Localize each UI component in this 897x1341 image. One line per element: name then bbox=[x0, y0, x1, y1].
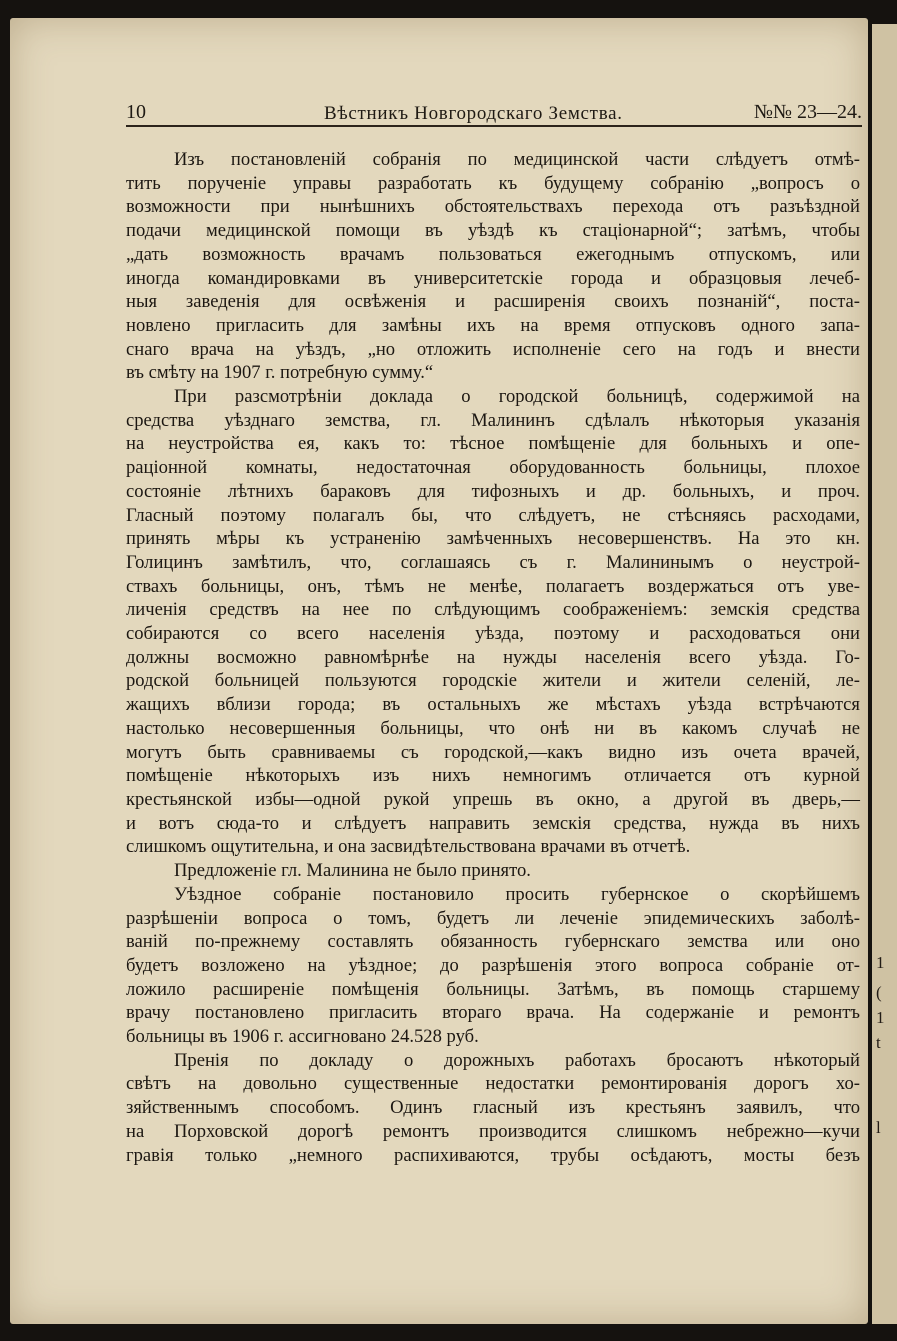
paragraph bbox=[126, 1049, 860, 1168]
text-line: Голицинъ замѣтилъ, что, соглашаясь съ г. Малининымъ о неустрой- bbox=[126, 551, 860, 573]
header-rule bbox=[126, 125, 862, 127]
text-line: могутъ быть сравниваемы съ городской,—какъ видно изъ очета врачей, bbox=[126, 741, 860, 763]
text-line: будетъ возложено на уѣздное; до разрѣшенія этого вопроса собраніе от- bbox=[126, 954, 860, 976]
text-line: ныя заведенія для освѣженія и расширенія своихъ познаній“, поста- bbox=[126, 291, 860, 313]
text-line: Уѣздное собраніе постановило просить губернское о скорѣйшемъ bbox=[174, 883, 860, 905]
text-line: личенія средствъ на нее по слѣдующимъ соображеніемъ: земскія средства bbox=[126, 599, 860, 621]
text-line: тить порученіе управы разработать къ будущему собранію „вопросъ о bbox=[126, 172, 860, 194]
text-line: зяйственнымъ способомъ. Одинъ гласный изъ крестьянъ заявилъ, что bbox=[126, 1097, 860, 1119]
running-header bbox=[126, 101, 862, 123]
paragraph bbox=[126, 859, 860, 883]
text-line: собираются со всего населенія уѣзда, поэтому и расходоваться они bbox=[126, 623, 860, 645]
text-line: на Порховской дорогѣ ремонтъ производится слишкомъ небрежно—кучи bbox=[126, 1120, 860, 1142]
issue-number: №№ 23—24. bbox=[753, 101, 862, 123]
text-line: Гласный поэтому полагалъ бы, что слѣдуетъ, не стѣсняясь расходами, bbox=[126, 504, 860, 526]
text-line: больницы въ 1906 г. ассигновано 24.528 руб. bbox=[126, 1026, 479, 1048]
margin-fragment: t bbox=[876, 1033, 881, 1052]
text-line: принять мѣры къ устраненію замѣченныхъ несовершенствъ. На это кн. bbox=[126, 528, 860, 550]
paragraph bbox=[126, 148, 860, 385]
text-line: родской больницей пользуются городскіе жители и жители селеній, ле- bbox=[126, 670, 860, 692]
text-line: раціонной комнаты, недостаточная оборудованность больницы, плохое bbox=[126, 457, 860, 479]
text-line: Изъ постановленій собранія по медицинской части слѣдуетъ отмѣ- bbox=[174, 149, 860, 170]
text-line: крестьянской избы—одной рукой упрешь въ окно, а другой въ дверь,— bbox=[126, 788, 860, 810]
text-line: средства уѣзднаго земства, гл. Малининъ сдѣлалъ нѣкоторыя указанія bbox=[126, 409, 860, 431]
text-line: снаго врача на уѣздъ, „но отложить исполненіе сего на годъ и внести bbox=[126, 338, 860, 360]
text-line: врачу постановлено пригласить втораго врача. На содержаніе и ремонтъ bbox=[126, 1002, 860, 1024]
text-line: должны восможно равномѣрнѣе на нужды населенія всего уѣзда. Го- bbox=[126, 646, 860, 668]
text-line: въ смѣту на 1907 г. потребную сумму.“ bbox=[126, 362, 434, 384]
journal-title: Вѣстникъ Новгородскаго Земства. bbox=[324, 103, 623, 124]
text-line: подачи медицинской помощи въ уѣздѣ къ стаціонарной“; затѣмъ, чтобы bbox=[126, 220, 860, 242]
text-line: разрѣшеніи вопроса о томъ, будетъ ли леченіе эпидемическихъ заболѣ- bbox=[126, 907, 860, 929]
adjacent-page-edge bbox=[872, 24, 897, 1324]
text-line: ствахъ больницы, онъ, тѣмъ не менѣе, полагаетъ воздержаться отъ уве- bbox=[126, 575, 860, 597]
text-line: свѣтъ на довольно существенные недостатки ремонтированія дорогъ хо- bbox=[126, 1073, 860, 1095]
body-text bbox=[126, 148, 860, 1167]
text-line: жащихъ вблизи города; въ остальныхъ же мѣстахъ уѣзда встрѣчаются bbox=[126, 694, 860, 716]
text-line: „дать возможность врачамъ пользоваться ежегоднымъ отпускомъ, или bbox=[126, 243, 860, 265]
margin-fragment: l bbox=[876, 1118, 881, 1137]
margin-fragment: 1 bbox=[876, 953, 885, 972]
text-line: состояніе лѣтнихъ бараковъ для тифозныхъ и др. больныхъ, и проч. bbox=[126, 480, 860, 502]
text-line: на неустройства ея, какъ то: тѣсное помѣщеніе для больныхъ и опе- bbox=[126, 433, 860, 455]
text-line: помѣщеніе нѣкоторыхъ изъ нихъ немногимъ отличается отъ курной bbox=[126, 765, 860, 787]
text-line: ложило расширеніе помѣщенія больницы. Затѣмъ, въ помощь старшему bbox=[126, 978, 860, 1000]
paragraph bbox=[126, 883, 860, 1049]
margin-fragment: 1 bbox=[876, 1008, 885, 1027]
margin-fragment: ( bbox=[876, 983, 882, 1002]
text-line: Пренія по докладу о дорожныхъ работахъ бросаютъ нѣкоторый bbox=[174, 1049, 860, 1071]
text-line: настолько несовершенныя больницы, что онѣ ни въ какомъ случаѣ не bbox=[126, 717, 860, 739]
text-line: новлено пригласить для замѣны ихъ на время отпусковъ одного запа- bbox=[126, 314, 860, 336]
text-line: гравія только „немного распихиваются, трубы осѣдаютъ, мосты безъ bbox=[126, 1144, 860, 1166]
text-line: Предложеніе гл. Малинина не было принято. bbox=[174, 860, 531, 882]
text-line: иногда командировками въ университетскіе города и образцовыя лечеб- bbox=[126, 267, 860, 289]
text-line: ваній по-прежнему составлять обязанность губернскаго земства или оно bbox=[126, 931, 860, 953]
text-line: и вотъ сюда-то и слѣдуетъ направить земскія средства, нужда въ нихъ bbox=[126, 812, 860, 834]
paragraph bbox=[126, 385, 860, 859]
text-line: слишкомъ ощутительна, и она засвидѣтельствована врачами въ отчетѣ. bbox=[126, 836, 691, 858]
text-line: При разсмотрѣніи доклада о городской больницѣ, содержимой на bbox=[174, 386, 860, 408]
text-line: возможности при нынѣшнихъ обстоятельствахъ перехода отъ разъѣздной bbox=[126, 196, 860, 218]
page-number: 10 bbox=[126, 101, 146, 123]
